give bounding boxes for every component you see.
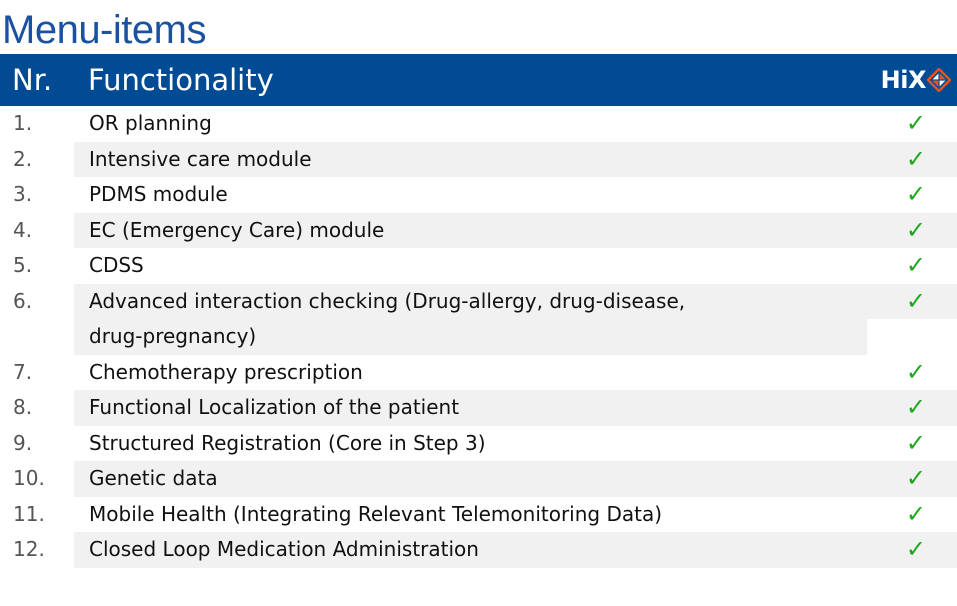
check-icon: ✓	[867, 532, 957, 568]
row-functionality: Intensive care module	[74, 142, 867, 178]
check-icon: ✓	[867, 177, 957, 213]
row-functionality: Genetic data	[74, 461, 867, 497]
row-functionality: Structured Registration (Core in Step 3)	[74, 426, 867, 462]
row-nr: 10.	[0, 461, 74, 497]
page-title: Menu-items	[2, 8, 206, 52]
row-nr: 11.	[0, 497, 74, 533]
table-row	[0, 213, 957, 249]
row-nr: 9.	[0, 426, 74, 462]
row-nr: 7.	[0, 355, 74, 391]
hix-logo	[867, 66, 957, 94]
table-row	[0, 142, 957, 178]
check-icon: ✓	[867, 390, 957, 426]
header-functionality: Functionality	[88, 63, 274, 97]
hix-logo-text: HiX	[880, 66, 926, 94]
table-row	[0, 390, 957, 426]
check-icon: ✓	[867, 284, 957, 320]
row-nr: 3.	[0, 177, 74, 213]
row-functionality: Advanced interaction checking (Drug-allergy, drug-disease, drug-pregnancy)	[74, 284, 867, 355]
row-functionality: Mobile Health (Integrating Relevant Telemonitoring Data)	[74, 497, 867, 533]
check-icon: ✓	[867, 213, 957, 249]
table-row	[0, 284, 957, 355]
hix-logo-icon	[927, 68, 951, 92]
table-row	[0, 426, 957, 462]
row-functionality: Closed Loop Medication Administration	[74, 532, 867, 568]
table-row	[0, 355, 957, 391]
table-row	[0, 532, 957, 568]
check-icon: ✓	[867, 248, 957, 284]
check-icon: ✓	[867, 461, 957, 497]
row-functionality: PDMS module	[74, 177, 867, 213]
check-icon: ✓	[867, 497, 957, 533]
row-nr: 8.	[0, 390, 74, 426]
row-nr: 4.	[0, 213, 74, 249]
row-nr: 12.	[0, 532, 74, 568]
table-row	[0, 248, 957, 284]
menu-items-table	[0, 54, 957, 568]
check-icon: ✓	[867, 142, 957, 178]
row-nr: 1.	[0, 106, 74, 142]
table-header	[0, 54, 957, 106]
row-functionality: CDSS	[74, 248, 867, 284]
header-nr: Nr.	[12, 63, 53, 97]
row-nr: 5.	[0, 248, 74, 284]
row-nr: 2.	[0, 142, 74, 178]
table-body	[0, 106, 957, 568]
check-icon: ✓	[867, 106, 957, 142]
row-functionality: OR planning	[74, 106, 867, 142]
row-functionality: EC (Emergency Care) module	[74, 213, 867, 249]
table-row	[0, 106, 957, 142]
row-nr: 6.	[0, 284, 74, 320]
row-functionality: Functional Localization of the patient	[74, 390, 867, 426]
table-row	[0, 461, 957, 497]
table-row	[0, 177, 957, 213]
check-icon: ✓	[867, 355, 957, 391]
row-functionality: Chemotherapy prescription	[74, 355, 867, 391]
table-row	[0, 497, 957, 533]
check-icon: ✓	[867, 426, 957, 462]
